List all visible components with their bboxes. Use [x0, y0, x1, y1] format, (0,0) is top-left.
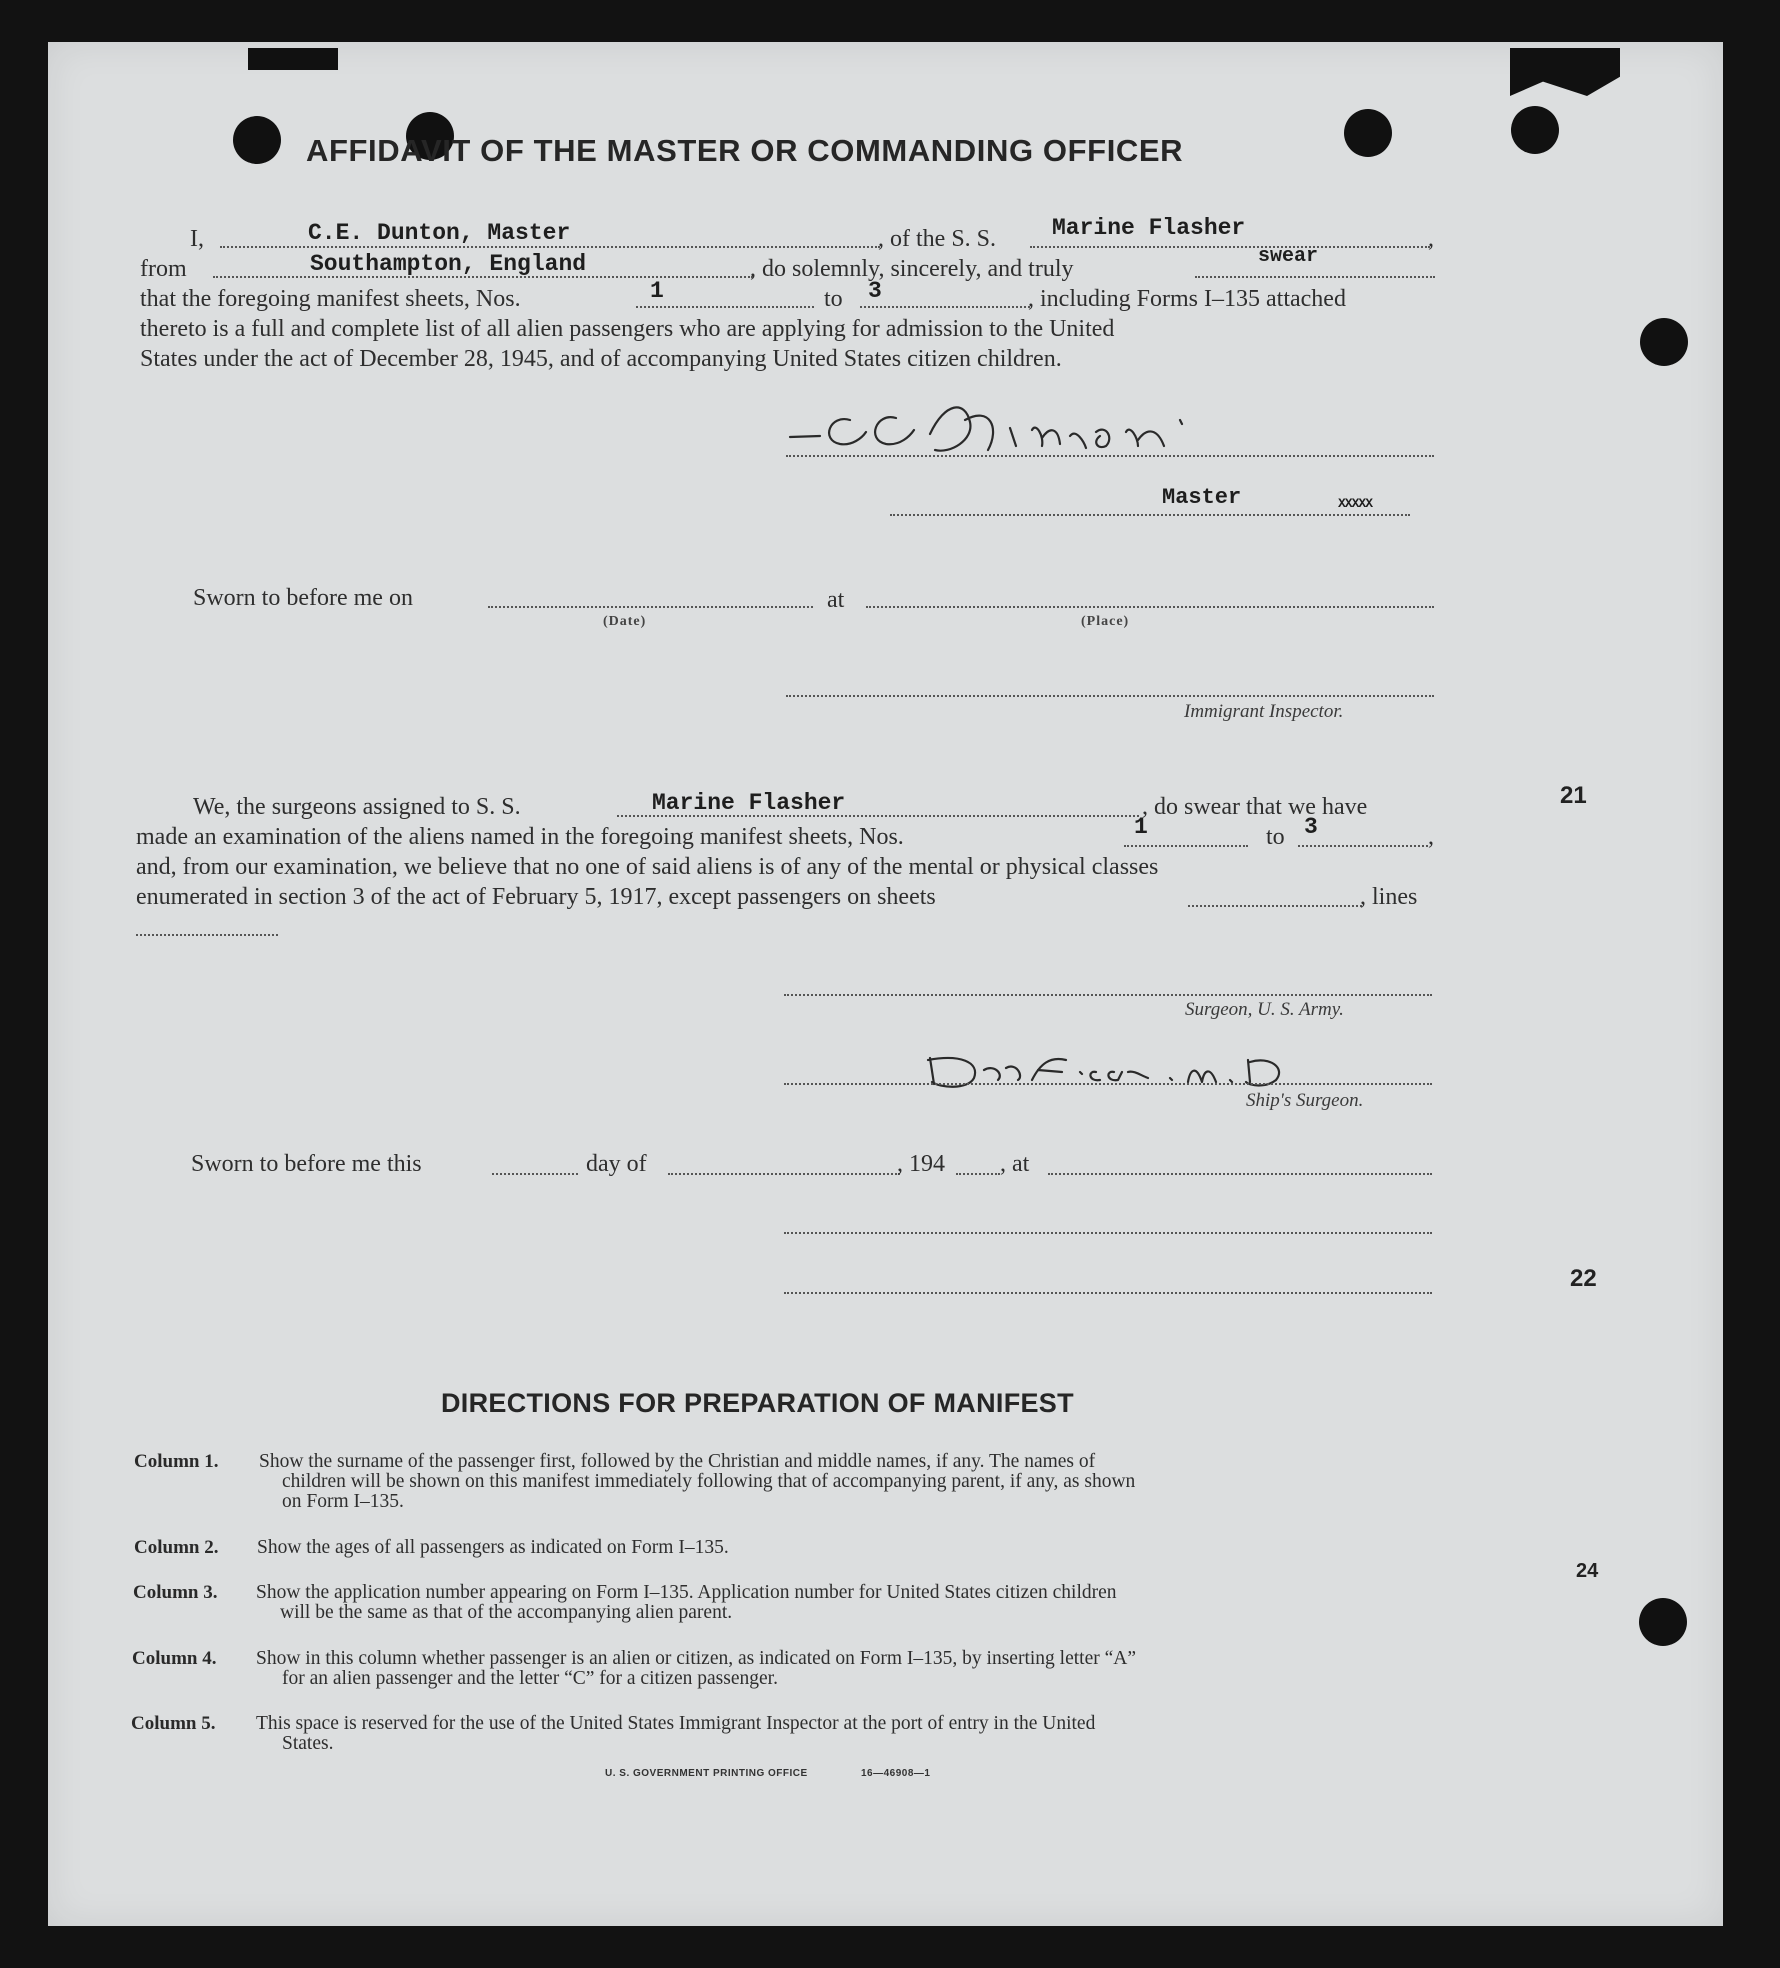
to-label: to	[824, 286, 843, 312]
page-title: AFFIDAVIT OF THE MASTER OR COMMANDING OFFICER	[306, 133, 1184, 168]
surgeons-swear-text: , do swear that we have	[1142, 794, 1368, 820]
punch-hole	[1639, 1598, 1687, 1646]
master-name-field: C.E. Dunton, Master	[308, 220, 571, 246]
from-port-field: Southampton, England	[310, 251, 587, 277]
sworn-at2-label: , at	[1000, 1151, 1030, 1177]
army-surgeon-caption: Surgeon, U. S. Army.	[1185, 999, 1344, 1020]
inspector-line	[786, 695, 1434, 697]
sworn-place2-line	[1048, 1173, 1432, 1175]
nos-to-line	[860, 306, 1030, 308]
punch-hole	[1344, 109, 1392, 157]
title-line	[890, 514, 1410, 516]
inspector-caption: Immigrant Inspector.	[1184, 701, 1344, 722]
oath-field: swear	[1258, 245, 1319, 268]
surgeons-nos-from-line	[1124, 845, 1248, 847]
sworn-at-label: at	[827, 587, 845, 613]
affidavit-line-4: thereto is a full and complete list of all alien passengers who are applying for admission to the United	[140, 316, 1115, 342]
surgeons-ship-field: Marine Flasher	[652, 790, 846, 816]
sheets-line	[1188, 905, 1362, 907]
nos-to-field: 3	[868, 278, 882, 304]
affidavit-line-5: States under the act of December 28, 1945, and of accompanying United States citizen children.	[140, 346, 1062, 372]
master-signature	[780, 392, 1310, 472]
oath-line	[1195, 276, 1435, 278]
direction-text-1b: children will be shown on this manifest immediately following that of accompanying parent, if any, as shown	[282, 1471, 1136, 1492]
direction-label-1: Column 1.	[134, 1451, 219, 1472]
surgeons-to-label: to	[1266, 824, 1285, 850]
struck-title-field: XXXXX	[1338, 496, 1373, 511]
sworn-month-line	[668, 1173, 900, 1175]
direction-text-3b: will be the same as that of the accompanying alien parent.	[280, 1602, 733, 1623]
foregoing-text: that the foregoing manifest sheets, Nos.	[140, 286, 521, 312]
year-label: , 194	[897, 1151, 945, 1177]
sworn-day-line	[492, 1173, 578, 1175]
nos-from-field: 1	[650, 278, 664, 304]
directions-heading: DIRECTIONS FOR PREPARATION OF MANIFEST	[441, 1388, 1074, 1418]
comma: ,	[1428, 226, 1434, 252]
date-caption: (Date)	[603, 614, 647, 629]
printer-imprint: U. S. GOVERNMENT PRINTING OFFICE	[605, 1768, 808, 1779]
form-number: 16—46908—1	[861, 1768, 931, 1779]
surgeons-nos-to: 3	[1304, 814, 1318, 840]
sworn-this-label: Sworn to before me this	[191, 1151, 422, 1177]
direction-text-5a: This space is reserved for the use of the United States Immigrant Inspector at the port of entry in the United	[256, 1713, 1096, 1734]
surgeons-line-4: enumerated in section 3 of the act of February 5, 1917, except passengers on sheets	[136, 884, 936, 910]
punch-hole	[233, 116, 281, 164]
surgeons-line-3: and, from our examination, we believe that no one of said aliens is of any of the mental or physical classes	[136, 854, 1159, 880]
ship-surgeon-caption: Ship's Surgeon.	[1246, 1090, 1364, 1111]
surgeons-comma: ,	[1428, 824, 1434, 850]
surgeons-line-2: made an examination of the aliens named in the foregoing manifest sheets, Nos.	[136, 824, 904, 850]
direction-text-5b: States.	[282, 1733, 334, 1754]
direction-text-1a: Show the surname of the passenger first, followed by the Christian and middle names, if any. The names of	[259, 1451, 1096, 1472]
ship-line	[1030, 246, 1430, 248]
army-surgeon-line	[784, 994, 1432, 996]
including-text: , including Forms I–135 attached	[1028, 286, 1346, 312]
lines-label: , lines	[1360, 884, 1418, 910]
direction-text-4a: Show in this column whether passenger is an alien or citizen, as indicated on Form I–135, by inserting letter “A”	[256, 1648, 1136, 1669]
direction-label-2: Column 2.	[134, 1537, 219, 1558]
punch-hole	[1640, 318, 1688, 366]
direction-text-3a: Show the application number appearing on Form I–135. Application number for United States citizen children	[256, 1582, 1117, 1603]
direction-text-1c: on Form I–135.	[282, 1491, 404, 1512]
signature-line-a	[784, 1232, 1432, 1234]
margin-stamp: 21	[1560, 782, 1587, 809]
ship-surgeon-signature	[920, 1048, 1350, 1096]
place-caption: (Place)	[1081, 614, 1130, 629]
direction-text-2a: Show the ages of all passengers as indicated on Form I–135.	[257, 1537, 729, 1558]
signature-line	[786, 455, 1434, 457]
i-prefix: I,	[190, 226, 204, 252]
punch-hole	[1511, 106, 1559, 154]
svg-text:D. W. Fear, M.D.: D. W. Fear, M.D.	[1120, 1094, 1127, 1095]
torn-corner-left	[248, 48, 338, 70]
nos-from-line	[636, 306, 814, 308]
surgeons-nos-to-line	[1298, 845, 1428, 847]
day-of-label: day of	[586, 1151, 647, 1177]
direction-label-4: Column 4.	[132, 1648, 217, 1669]
master-title-field: Master	[1162, 485, 1242, 510]
sworn-date-line	[488, 606, 813, 608]
sworn-on-label: Sworn to before me on	[193, 585, 413, 611]
direction-label-5: Column 5.	[131, 1713, 216, 1734]
sworn-year-line	[956, 1173, 1000, 1175]
surgeons-intro: We, the surgeons assigned to S. S.	[193, 794, 521, 820]
name-line	[220, 246, 880, 248]
margin-stamp: 22	[1570, 1265, 1597, 1292]
ship-name-field: Marine Flasher	[1052, 215, 1246, 241]
sworn-place-line	[866, 606, 1434, 608]
svg-text:C.E. Dunton: C.E. Dunton	[980, 470, 986, 471]
margin-stamp: 24	[1576, 1560, 1599, 1582]
of-the-ss-label: , of the S. S.	[878, 226, 997, 252]
direction-label-3: Column 3.	[133, 1582, 218, 1603]
ship-surgeon-line	[784, 1083, 1432, 1085]
surgeons-nos-from: 1	[1134, 814, 1148, 840]
direction-text-4b: for an alien passenger and the letter “C” for a citizen passenger.	[282, 1668, 778, 1689]
from-label: from	[140, 256, 187, 282]
lines-value-line	[136, 934, 278, 936]
solemnly-text: , do solemnly, sincerely, and truly	[750, 256, 1074, 282]
signature-line-b	[784, 1292, 1432, 1294]
